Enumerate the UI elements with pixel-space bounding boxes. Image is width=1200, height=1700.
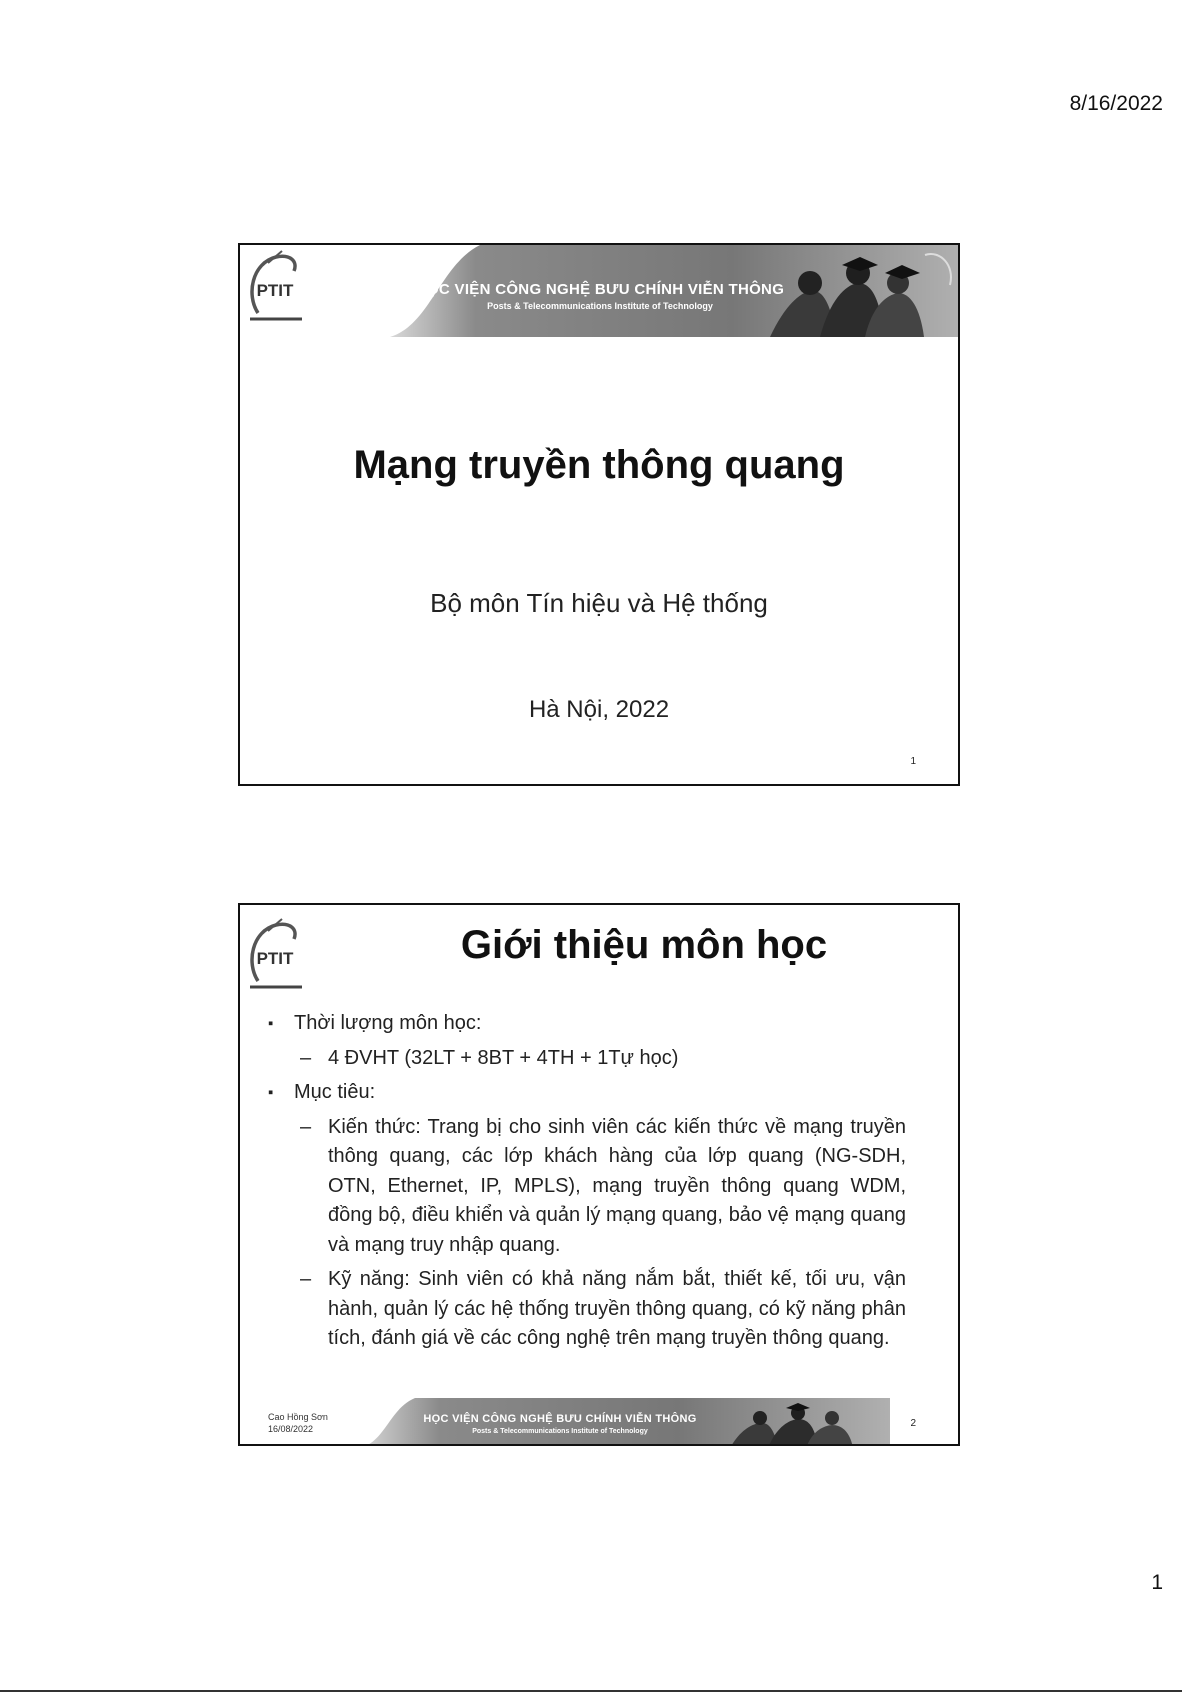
sub-bullet-knowledge: – Kiến thức: Trang bị cho sinh viên các kiến thức về mạng truyền thông quang, các lớp khách hàng của lớp quang (NG-SDH, OTN, Ethernet, IP, MPLS), mạng truyền thông quang WDM, đồng bộ, điều khiển và quản lý mạng quang, bảo vệ mạng quang và mạng truy nhập quang.	[264, 1113, 906, 1261]
page-number: 1	[1151, 1571, 1163, 1594]
slide-subtitle: Bộ môn Tín hiệu và Hệ thống	[430, 588, 768, 618]
sub-bullet-credits: – 4 ĐVHT (32LT + 8BT + 4TH + 1Tự học)	[264, 1044, 906, 1074]
banner-title: HỌC VIỆN CÔNG NGHỆ BƯU CHÍNH VIỄN THÔNG	[423, 1413, 697, 1425]
slide-place-year: Hà Nội, 2022	[528, 696, 670, 723]
slide-number: 2	[910, 1418, 916, 1429]
footer-author: Cao Hồng Sơn	[268, 1412, 328, 1422]
ptit-logo	[246, 249, 306, 325]
slide-title: Mạng truyền thông quang	[353, 443, 845, 487]
bullet-objectives: ▪ Mục tiêu:	[264, 1078, 906, 1108]
banner-title: HỌC VIỆN CÔNG NGHỆ BƯU CHÍNH VIỄN THÔNG	[415, 281, 785, 298]
page-date: 8/16/2022	[1069, 92, 1163, 115]
slide-content	[264, 1009, 906, 1359]
svg-text:PTIT: PTIT	[256, 281, 294, 300]
slide-number: 1	[910, 756, 916, 767]
institute-banner	[390, 245, 960, 337]
bullet-duration: ▪ Thời lượng môn học:	[264, 1009, 906, 1039]
sub-bullet-skills: – Kỹ năng: Sinh viên có khả năng nắm bắt, thiết kế, tối ưu, vận hành, quản lý các hệ thống truyền thông quang, có kỹ năng phân tích, đánh giá về các công nghệ trên mạng truyền thông quang.	[264, 1265, 906, 1354]
bottom-divider	[0, 1690, 1182, 1692]
banner-subtitle: Posts & Telecommunications Institute of Technology	[487, 301, 713, 311]
banner-subtitle: Posts & Telecommunications Institute of Technology	[472, 1428, 648, 1435]
ptit-logo	[246, 917, 306, 993]
footer-date: 16/08/2022	[268, 1424, 314, 1434]
svg-text:PTIT: PTIT	[256, 949, 294, 968]
slide-2	[238, 903, 960, 1446]
slide-1	[238, 243, 960, 786]
institute-banner-footer	[360, 1398, 890, 1446]
slide-footer-info	[268, 1411, 328, 1435]
slide-title: Giới thiệu môn học	[460, 923, 828, 967]
